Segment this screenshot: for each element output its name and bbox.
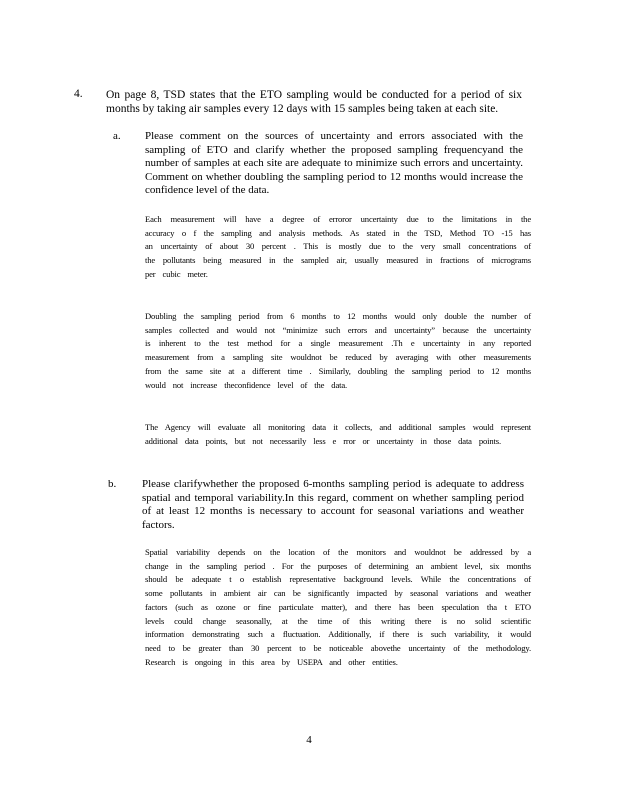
sub-b-question: Please clarifywhether the proposed 6-months sampling period is adequate to address spatial and temporal variability.In this regard, comment on whether sampling period of at least 12 months is necessary to account for seasonal variations and weather factors. (142, 478, 524, 531)
sub-a-question: Please comment on the sources of uncertainty and errors associated with the sampling of ETO and clarify whether the proposed sampling frequencyand the number of samples at each site are adequate to minimize such errors and uncertainty. Comment on whether doubling the sampling period to 12 months would increase the confidence level of the data. (145, 130, 523, 196)
sub-a-response-1: Each measurement will have a degree of erroror uncertainty due to the limitations in the accuracy o f the sampling and analysis methods. As stated in the TSD, Method TO -15 has an uncertainty of about 30 percent . This is mostly due to the very small concentrations of the pollutants being measured in the sampled air, usually measured in fractions of micrograms per cubic meter. (145, 214, 531, 279)
item-text: On page 8, TSD states that the ETO sampling would be conducted for a period of six months by taking air samples every 12 days with 15 samples being taken at each site. (106, 89, 522, 115)
sub-b-response-1: Spatial variability depends on the location of the monitors and wouldnot be addressed by a change in the sampling period . For the purposes of determining an ambient level, six months should be adequate t o establish representative background levels. While the concentrations of some pollutants in ambient air can be significantly impacted by seasonal variations and weather factors (such as ozone or fine particulate matter), and there has been speculation tha t ETO levels could change seasonally, at the time of this writing there is no solid scientific information demonstrating such a fluctuation. Additionally, if there is such variability, it would need to be greater than 30 percent to be noticeable abovethe uncertainty of the methodology. Research is ongoing in this area by USEPA and other entities. (145, 547, 531, 667)
sub-a-response-3: The Agency will evaluate all monitoring data it collects, and additional samples would represent additional data points, but not necessarily less e rror or uncertainty in those data points. (145, 422, 531, 446)
sub-a-response-2: Doubling the sampling period from 6 months to 12 months would only double the number of samples collected and would not “minimize such errors and uncertainty” because the uncertainty is inherent to the test method for a single measurement .Th e uncertainty in any reported measurement from a sampling site wouldnot be reduced by averaging with other measurements from the same site at a different time . Similarly, doubling the sampling period to 12 months would not increase theconfidence level of the data. (145, 311, 531, 390)
sub-a-label: a. (113, 130, 121, 142)
page-number: 4 (306, 734, 312, 746)
item-number: 4. (74, 88, 83, 100)
sub-b-label: b. (108, 478, 117, 490)
